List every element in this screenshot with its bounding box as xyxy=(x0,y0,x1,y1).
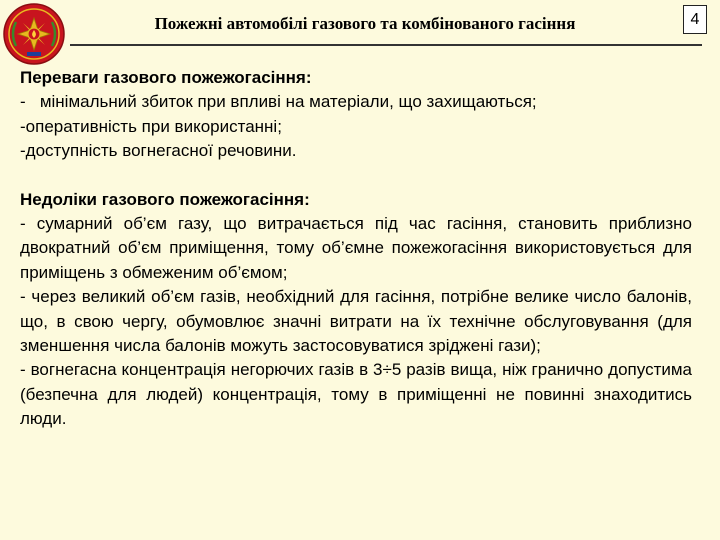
page-number: 4 xyxy=(683,5,707,34)
advantage-item: -оперативність при використанні; xyxy=(20,116,282,136)
advantage-item: -доступність вогнегасної речовини. xyxy=(20,141,297,161)
header-divider xyxy=(70,44,702,46)
disadvantage-item: - вогнегасна концентрація негорючих газів в 3÷5 разів вища, ніж гранично допустима (безпечна для людей) концентрація, тому в приміщенні не повинні знаходитись люди. xyxy=(20,360,692,429)
disadvantage-item: - сумарний об’єм газу, що витрачається під час гасіння, становить приблизно двократний об’єм приміщення, тому об’ємне пожежогасіння використовується для приміщень з обмеженим об’ємом; xyxy=(20,214,692,282)
slide-body xyxy=(20,66,692,432)
section-spacer xyxy=(20,164,692,188)
advantages-heading: Переваги газового пожежогасіння: xyxy=(20,68,312,87)
advantage-item: - мінімальний збиток при впливі на матеріали, що захищаються; xyxy=(20,92,537,112)
fire-service-emblem-icon xyxy=(2,2,66,66)
disadvantage-item: - через великий об’єм газів, необхідний для гасіння, потрібне велике число балонів, що, в свою чергу, обумовлює значні витрати на їх технічне обслуговування (для зменшення числа балонів можуть застосовуватися зріджені гази); xyxy=(20,287,692,356)
disadvantages-heading: Недоліки газового пожежогасіння: xyxy=(20,189,310,209)
page-title: Пожежні автомобілі газового та комбінованого гасіння xyxy=(154,14,576,33)
